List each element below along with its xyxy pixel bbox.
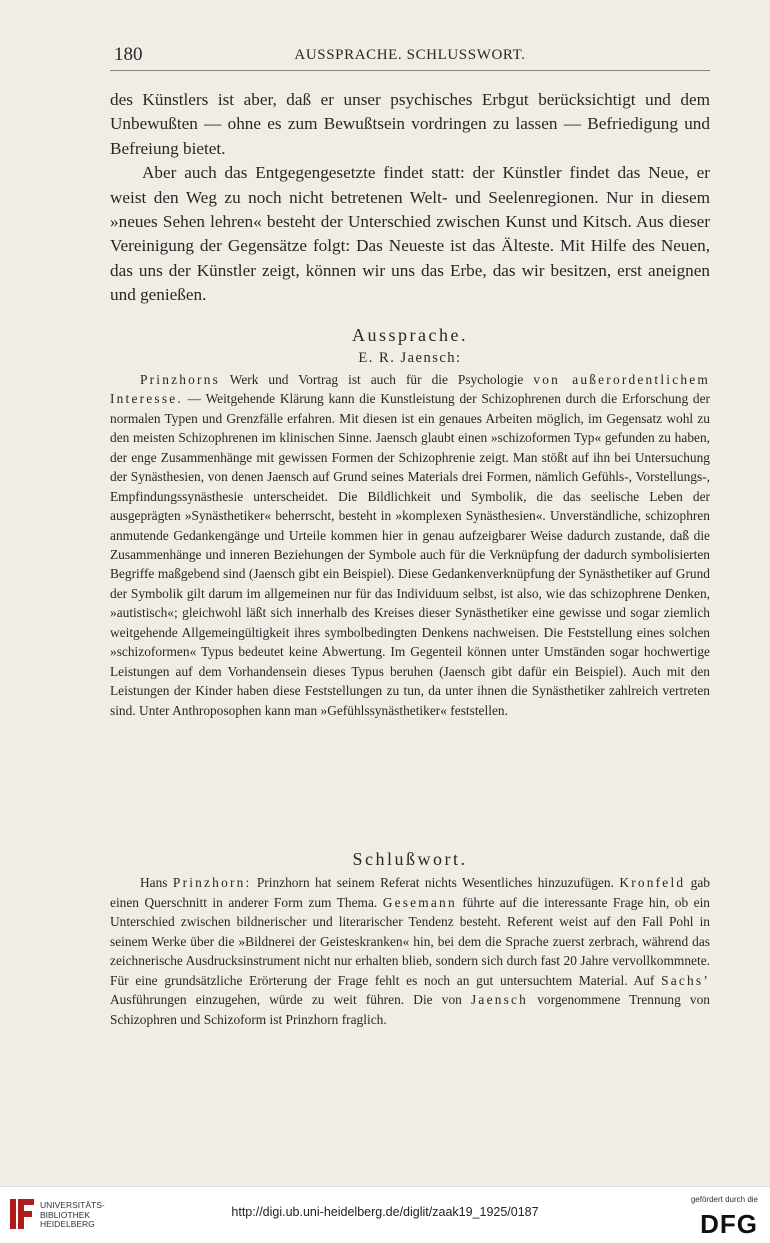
name-jaensch: Jaensch xyxy=(471,992,529,1008)
schlusswort-text-4: Ausführungen einzugehen, würde zu weit führen. Die von xyxy=(110,992,472,1008)
intro-paragraph-1: des Künstlers ist aber, daß er unser psychisches Erbgut berücksichtigt und dem Unbewußten — ohne es zum Bewußtsein vordringen zu lassen — Befriedigung und Befreiung bietet. xyxy=(110,90,710,158)
aussprache-speaker: E. R. Jaensch: xyxy=(358,350,462,367)
name-gesemann: Gesemann xyxy=(382,894,457,910)
name-sachs: Sachs’ xyxy=(661,972,710,988)
library-line-3: HEIDELBERG xyxy=(40,1219,95,1229)
source-url-link[interactable]: http://digi.ub.uni-heidelberg.de/diglit/zaak19_1925/0187 xyxy=(231,1205,539,1219)
aussprache-emphasis: von außerordentlichem Interesse. xyxy=(110,371,710,407)
aussprache-paragraph xyxy=(110,370,710,720)
dfg-caption: gefördert durch die xyxy=(690,1195,758,1204)
page-header xyxy=(110,44,710,71)
schlusswort-paragraph xyxy=(110,873,710,1029)
schlusswort-text-2: gab einen Querschnitt in anderer Form zum Thema. xyxy=(110,875,711,910)
schlusswort-heading: Schlußwort. xyxy=(352,849,468,869)
name-prinzhorns: Prinzhorns xyxy=(140,371,221,387)
schlusswort-text-5: vorgenommene Trennung von Schizophren und Schizoform ist Prinzhorn fraglich. xyxy=(110,992,710,1027)
aussprache-section xyxy=(110,322,710,720)
intro-text xyxy=(110,88,710,308)
aussprache-lead: Werk und Vortrag ist auch für die Psychologie xyxy=(220,371,534,387)
library-line-1: UNIVERSITÄTS- xyxy=(40,1200,105,1210)
schlusswort-section xyxy=(110,846,710,1029)
speaker-first-name: Hans xyxy=(140,875,173,891)
aussprache-body: — Weitgehende Klärung kann die Kunstleistung der Schizophrenen durch die Erforschung der normalen Typen und Grenzfälle erfahren. Mit diesen ist ein genaues Arbeiten möglich, im Gegensatz wohl zu den meisten Schizophrenen im klinischen Sinne. Jaensch glaubt einen »schizoformen Typ« gefunden zu haben, der enge Zusammenhänge mit gewissen Formen der Schizophrenie zeigt. Man stößt auf ihn bei Untersuchung der Synästhesien, von denen Jaensch auf Grund seines Materials drei Formen, nämlich Gefühls-, Vorstellungs-, Empfindungssynästhesie unterscheidet. Die Bildlichkeit und Symbolik, die das seelische Leben der ausgeprägten »Synästhetiker« beherrscht, besteht in »komplexen Synästhesien«. Unverständliche, schizophren anmutende Gedankengänge und Urteile kommen hier in genau aufzeigbarer Weise dadurch zustande, daß die Zusammenhänge und inneren Beziehungen der Symbole auch für die Verknüpfung der dadurch symbolisierten Begriffe maßgebend sind (Jaensch gibt ein Beispiel). Diese Gedankenverknüpfung der Synästhetiker auf Grund der Symbolik gilt darum im allgemeinen nur für das Individuum selbst, ist also, wie das schizophrene Denken, »autistisch«; gleichwohl läßt sich innerhalb des Kreises dieser Synästhetiker eine gewisse und sogar ziemlich weitgehende Allgemeingültigkeit ihres symbolbedingten Denkens nachweisen. Die Feststellung eines solchen »schizoformen« Typus bedeutet keine Abwertung. Im Gegenteil können unter Umständen sogar hochwertige Leistungen auf dem Vorhandensein dieses Typus beruhen (Jaensch gibt dafür ein Beispiel). Auch mit den Leistungen der Kinder haben diese Feststellungen zu tun, da unter ihnen die Synästhetiker zahlreich vertreten sind. Unter Anthroposophen kann man »Gefühlssynästhetiker« feststellen. xyxy=(110,391,710,718)
running-title: AUSSPRACHE. SCHLUSSWORT. xyxy=(294,47,526,63)
schlusswort-text-3: führte auf die interessante Frage hin, ob ein Unterschied zwischen bildnerischer und literarischer Tendenz besteht. Referent weist auf den Fall Pohl in seinem Werke über die »Bildnerei der Geisteskranken« hin, bei dem die Sprache zuerst zerbrach, während das zeichnerische Ausdrucksinstrument nicht nur erhalten blieb, sondern sich durch fast 20 Jahre vervollkommnete. Für eine grundsätzliche Erörterung der Frage fehlt es noch an gut untersuchtem Material. Auf xyxy=(110,894,710,988)
digitization-footer xyxy=(0,1186,770,1243)
speaker-prinzhorn: Prinzhorn: xyxy=(172,875,252,891)
library-line-2: BIBLIOTHEK xyxy=(40,1209,91,1220)
aussprache-heading: Aussprache. xyxy=(352,325,468,345)
dfg-logo: DFG xyxy=(700,1209,758,1239)
page-number: 180 xyxy=(114,44,143,65)
name-kronfeld: Kronfeld xyxy=(619,875,686,891)
schlusswort-text-1: Prinzhorn hat seinem Referat nichts Wesentliches hinzuzufügen. xyxy=(251,875,620,891)
intro-paragraph-2: Aber auch das Entgegengesetzte findet statt: der Künstler findet das Neue, er weist den Weg zu noch nicht betretenen Welt- und Seelenregionen. Nur in diesem »neues Sehen lehren« besteht der Unterschied zwischen Kunst und Kitsch. Aus dieser Vereinigung der Gegensätze folgt: Das Neueste ist das Älteste. Mit Hilfe des Neuen, das uns der Künstler zeigt, können wir uns das Erbe, das wir besitzen, erst aneignen und genießen. xyxy=(110,163,710,305)
